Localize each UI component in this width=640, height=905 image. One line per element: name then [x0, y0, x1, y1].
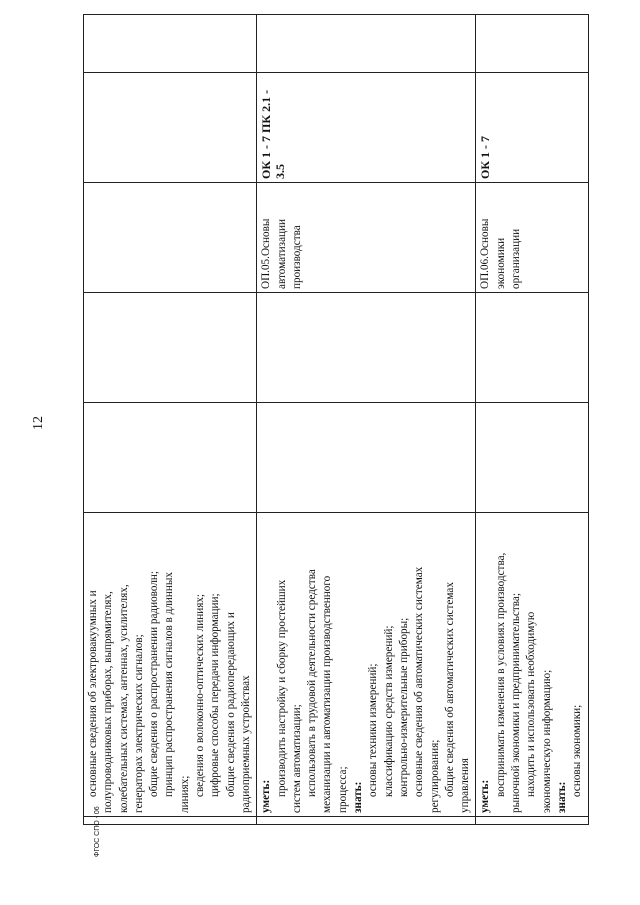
blank-cell	[257, 15, 476, 73]
competency-table	[83, 15, 584, 825]
content-line: общие сведения о распространении радиоволн;	[148, 570, 161, 797]
content-line: процесса;	[336, 766, 349, 813]
hours-max-cell	[257, 403, 476, 513]
blank-cell	[476, 15, 588, 73]
content-line: принцип распространения сигналов в длинных	[163, 572, 176, 797]
discipline-cell	[84, 183, 257, 293]
content-line: основные сведения об автоматических системах	[413, 566, 426, 797]
table-row	[257, 15, 476, 825]
content-line: колебательных системах, антеннах, усилителях,	[117, 584, 130, 813]
table-row	[476, 15, 588, 825]
hours-max-cell	[476, 403, 588, 513]
blank-cell	[84, 15, 257, 73]
content-line: находить и использовать необходимую	[525, 611, 538, 797]
content-line: рыночной экономики и предпринимательства;	[510, 592, 523, 813]
hours-max-cell	[84, 403, 257, 513]
section-heading: знать:	[352, 781, 365, 813]
content-line: контрольно-измерительные приборы;	[397, 617, 410, 797]
section-heading: уметь:	[260, 779, 273, 813]
content-line: общие сведения об автоматических системах	[443, 582, 456, 797]
index-cell	[257, 817, 476, 825]
content-line: сведения о волоконно-оптических линиях;	[194, 593, 207, 797]
content-line: воспринимать изменения в условиях производства,	[494, 552, 507, 797]
index-cell	[476, 817, 588, 825]
content-line: механизации и автоматизации производственного	[321, 575, 334, 813]
content-line: регулирования;	[428, 739, 441, 813]
content-line: полупроводниковых приборах, выпрямителях,	[102, 591, 115, 813]
hours-class-cell	[476, 293, 588, 403]
content-cell	[257, 513, 476, 817]
competencies-cell: ОК 1 - 7 ПК 2.1 - 3.5	[257, 73, 476, 183]
discipline-cell: ОП.05.Основы автоматизации производства	[257, 183, 476, 293]
hours-class-cell	[257, 293, 476, 403]
content-line: использовать в трудовой деятельности средства	[306, 569, 319, 797]
content-line: цифровые способы передачи информации;	[209, 593, 222, 797]
content-line: общие сведения о радиопередающих и	[224, 612, 237, 797]
content-cell	[476, 513, 588, 817]
content-line: систем автоматизации;	[290, 704, 303, 813]
content-cell	[84, 513, 257, 817]
page-number: 12	[31, 416, 46, 430]
content-line: классификацию средств измерений;	[382, 625, 395, 797]
content-line: генераторах электрических сигналов;	[132, 634, 145, 813]
content-line: основы экономики;	[571, 704, 584, 797]
content-line: производить настройку и сборку простейших	[275, 579, 288, 797]
index-cell	[84, 817, 257, 825]
content-line: основы техники измерений;	[367, 663, 380, 797]
content-line: радиоприемных устройствах	[239, 675, 252, 813]
content-line: экономическую информацию;	[540, 669, 553, 813]
content-line: основные сведения об электровакуумных и	[87, 590, 99, 797]
hours-class-cell	[84, 293, 257, 403]
competencies-cell	[84, 73, 257, 183]
section-heading: знать:	[555, 781, 568, 813]
section-heading: уметь:	[479, 779, 492, 813]
content-line: линиях;	[178, 775, 191, 813]
footer-label: ФГОС СПО - 06	[94, 806, 101, 857]
content-line: управления	[459, 758, 472, 813]
competencies-cell: ОК 1 - 7	[476, 73, 588, 183]
discipline-cell: ОП.06.Основы экономики организации	[476, 183, 588, 293]
table-row	[84, 15, 257, 825]
